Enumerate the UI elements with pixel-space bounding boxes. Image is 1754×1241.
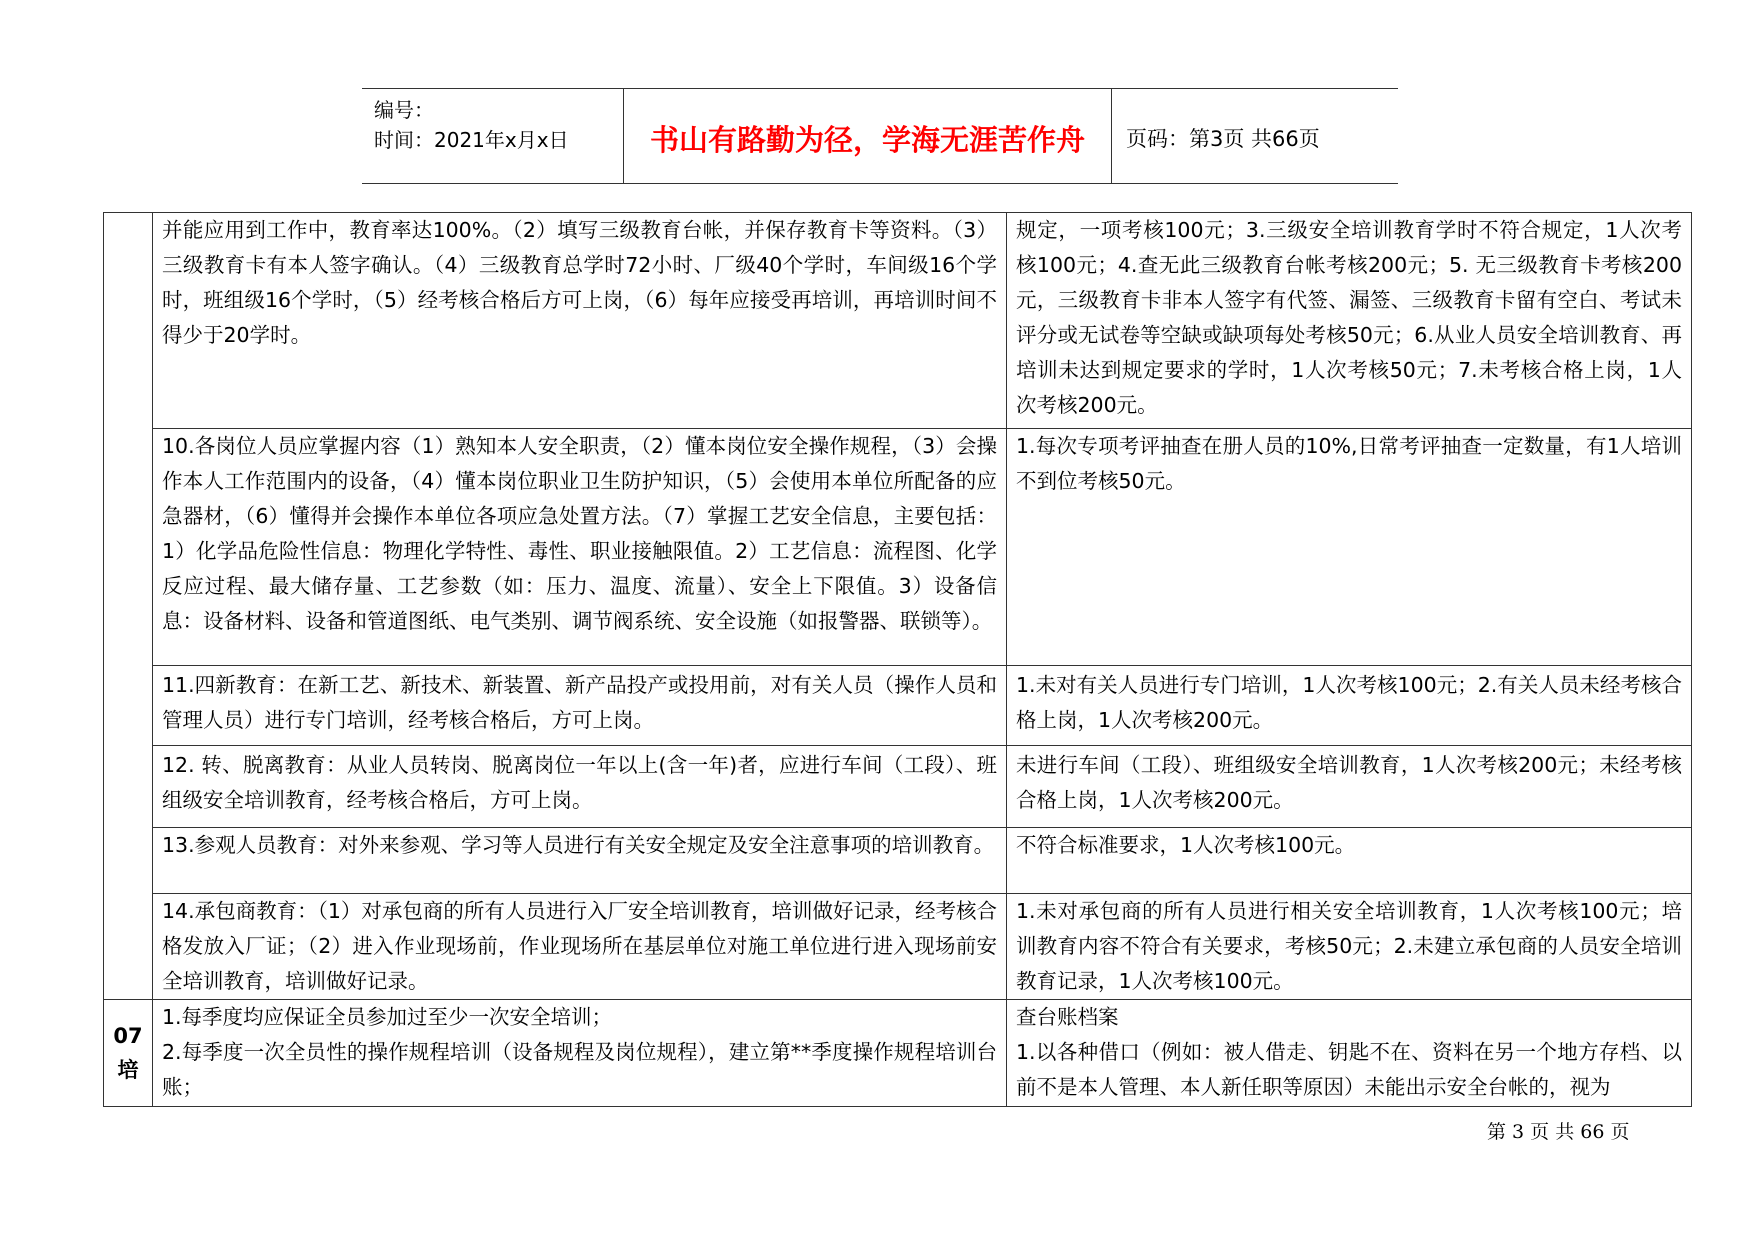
requirement-cell: 14.承包商教育：（1）对承包商的所有人员进行入厂安全培训教育，培训做好记录，经考核合格发放入厂证；（2）进入作业现场前，作业现场所在基层单位对施工单位进行进入现场前安全培训教育，培训做好记录。 <box>153 894 1007 1000</box>
assessment-cell: 1.每次专项考评抽查在册人员的10%,日常考评抽查一定数量，有1人培训不到位考核50元。 <box>1007 429 1692 666</box>
assessment-cell: 不符合标准要求，1人次考核100元。 <box>1007 828 1692 894</box>
header-page-label: 页码：第3页 共66页 <box>1126 127 1320 151</box>
section-code: 07 <box>113 1024 143 1048</box>
table-row <box>104 666 1692 746</box>
document-time-label: 时间：2021年x月x日 <box>374 128 569 152</box>
requirement-cell: 13.参观人员教育：对外来参观、学习等人员进行有关安全规定及安全注意事项的培训教育。 <box>153 828 1007 894</box>
section-title: 培 <box>117 1058 139 1082</box>
section-label-cell <box>104 1000 153 1107</box>
table-row <box>104 1000 1692 1107</box>
assessment-table <box>103 212 1692 1107</box>
assessment-line: 1.以各种借口（例如：被人借走、钥匙不在、资料在另一个地方存档、以前不是本人管理、本人新任职等原因）未能出示安全台帐的，视为 <box>1016 1040 1682 1099</box>
requirement-cell: 10.各岗位人员应掌握内容（1）熟知本人安全职责，（2）懂本岗位安全操作规程，（3）会操作本人工作范围内的设备，（4）懂本岗位职业卫生防护知识，（5）会使用本单位所配备的应急器材，（6）懂得并会操作本单位各项应急处置方法。（7）掌握工艺安全信息，主要包括：1）化学品危险性信息：物理化学特性、毒性、职业接触限值。2）工艺信息：流程图、化学反应过程、最大储存量、工艺参数（如：压力、温度、流量）、安全上下限值。3）设备信息：设备材料、设备和管道图纸、电气类别、调节阀系统、安全设施（如报警器、联锁等）。 <box>153 429 1007 666</box>
requirement-cell: 并能应用到工作中，教育率达100%。（2）填写三级教育台帐，并保存教育卡等资料。（3）三级教育卡有本人签字确认。（4）三级教育总学时72小时、厂级40个学时，车间级16个学时，班组级16个学时，（5）经考核合格后方可上岗，（6）每年应接受再培训，再培训时间不得少于20学时。 <box>153 213 1007 429</box>
assessment-line: 查台账档案 <box>1016 1005 1119 1029</box>
requirement-cell: 12. 转、脱离教育：从业人员转岗、脱离岗位一年以上(含一年)者，应进行车间（工段）、班组级安全培训教育，经考核合格后，方可上岗。 <box>153 746 1007 828</box>
page-header <box>362 88 1398 184</box>
requirement-cell <box>153 1000 1007 1107</box>
requirement-cell: 11.四新教育：在新工艺、新技术、新装置、新产品投产或投用前，对有关人员（操作人员和管理人员）进行专门培训，经考核合格后，方可上岗。 <box>153 666 1007 746</box>
header-slogan: 书山有路勤为径，学海无涯苦作舟 <box>624 89 1112 183</box>
assessment-cell: 规定，一项考核100元；3.三级安全培训教育学时不符合规定，1人次考核100元；4.查无此三级教育台帐考核200元；5. 无三级教育卡考核200元，三级教育卡非本人签字有代签、漏签、三级教育卡留有空白、考试未评分或无试卷等空缺或缺项每处考核50元；6.从业人员安全培训教育、再培训未达到规定要求的学时，1人次考核50元；7.未考核合格上岗，1人次考核200元。 <box>1007 213 1692 429</box>
assessment-cell: 1.未对承包商的所有人员进行相关安全培训教育，1人次考核100元；培训教育内容不符合有关要求，考核50元；2.未建立承包商的人员安全培训教育记录，1人次考核100元。 <box>1007 894 1692 1000</box>
document-number-label: 编号： <box>374 98 434 122</box>
assessment-cell: 未进行车间（工段）、班组级安全培训教育，1人次考核200元；未经考核合格上岗，1人次考核200元。 <box>1007 746 1692 828</box>
requirement-line: 2.每季度一次全员性的操作规程培训（设备规程及岗位规程），建立第**季度操作规程培训台账； <box>162 1040 997 1099</box>
requirement-line: 1.每季度均应保证全员参加过至少一次安全培训； <box>162 1005 613 1029</box>
header-meta <box>362 89 624 183</box>
page-footer: 第 3 页 共 66 页 <box>1487 1121 1630 1143</box>
table-row <box>104 894 1692 1000</box>
table-row <box>104 828 1692 894</box>
table-row <box>104 213 1692 429</box>
assessment-cell <box>1007 1000 1692 1107</box>
table-row <box>104 746 1692 828</box>
table-row <box>104 429 1692 666</box>
section-cell-empty <box>104 213 153 1000</box>
assessment-cell: 1.未对有关人员进行专门培训，1人次考核100元；2.有关人员未经考核合格上岗，1人次考核200元。 <box>1007 666 1692 746</box>
